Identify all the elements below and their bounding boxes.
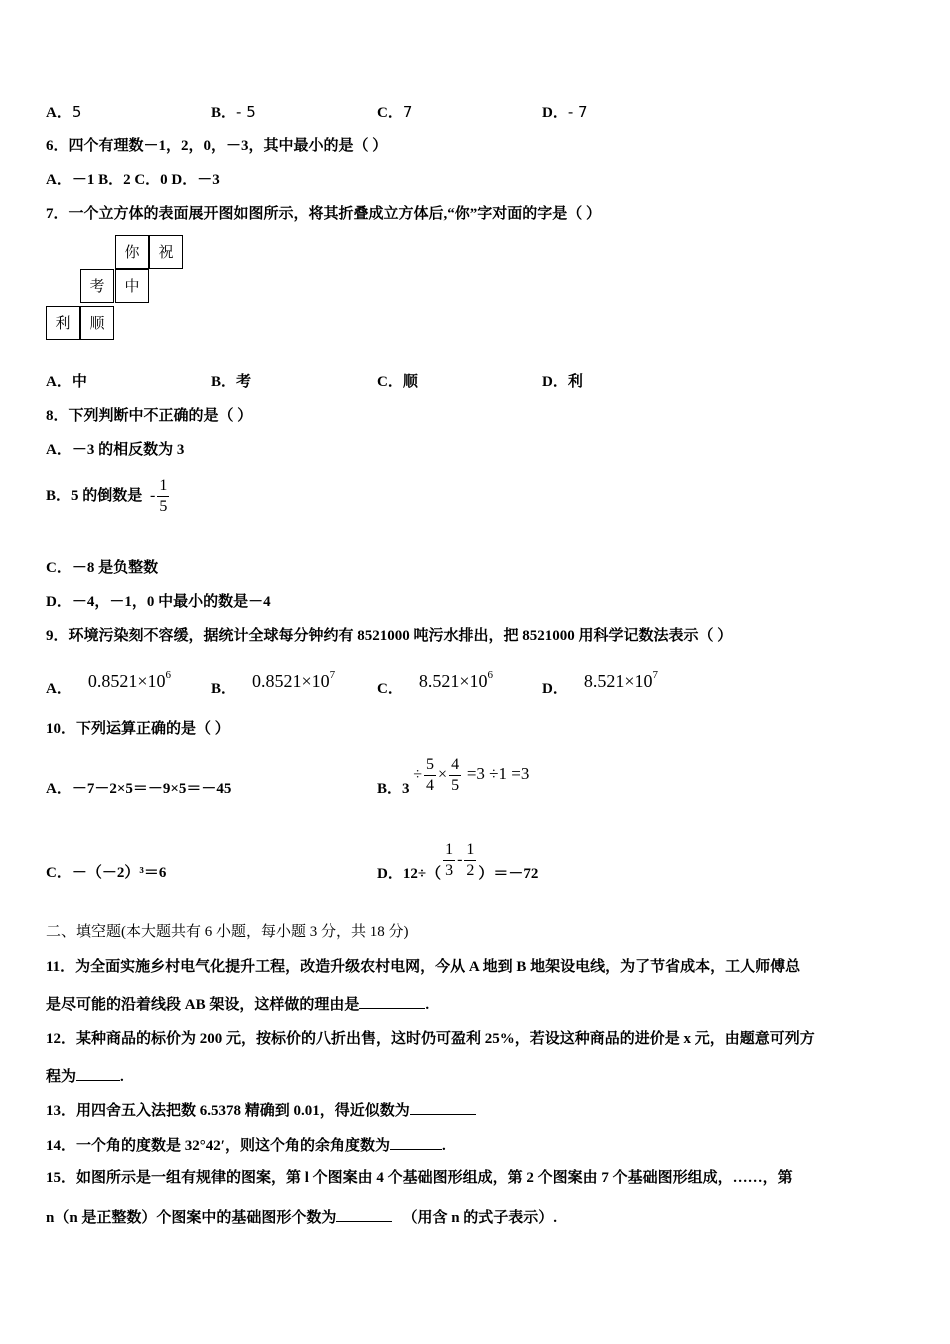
q8-stem: 8．下列判断中不正确的是（ ）: [46, 408, 253, 424]
answer-blank[interactable]: [359, 994, 425, 1009]
q10-option-d: D．12÷（ $\frac{1}{3}$ - $\frac{1}{2}$ ）＝－72: [377, 841, 539, 882]
q8-option-b: B．5 的倒数是 - $\frac{1}{5}$: [46, 477, 168, 516]
q7-option-b: B．考: [211, 374, 252, 390]
q12-line-2: 程为 .: [46, 1066, 124, 1086]
q9-option-d: D． $8.521\times 10^7$: [542, 669, 658, 697]
q8-option-a: A．－3 的相反数为 3: [46, 442, 185, 458]
net-cell-shun: 顺: [80, 306, 114, 340]
q11-line-1: 11．为全面实施乡村电气化提升工程，改造升级农村电网，今从 A 地到 B 地架设电线，为了节省成本，工人师傅总: [46, 959, 801, 975]
q6-stem: 6．四个有理数－1，2，0，－3，其中最小的是（ ）: [46, 138, 388, 154]
q13-line: 13．用四舍五入法把数 6.5378 精确到 0.01，得近似数为: [46, 1100, 476, 1120]
answer-blank[interactable]: [76, 1066, 120, 1081]
q15-line-2: n（n 是正整数）个图案中的基础图形个数为 （用含 n 的式子表示）.: [46, 1207, 557, 1227]
net-cell-li: 利: [46, 306, 80, 340]
answer-blank[interactable]: [390, 1135, 442, 1150]
q7-option-c: C．顺: [377, 374, 418, 390]
q6-options: A．－1 B．2 C．0 D．－3: [46, 172, 220, 188]
net-cell-zhu: 祝: [149, 235, 183, 269]
q9-option-c: C． $8.521\times 10^6$: [377, 669, 493, 697]
q15-line-1: 15．如图所示是一组有规律的图案，第 l 个图案由 4 个基础图形组成，第 2 个图案由 7 个基础图形组成，……，第: [46, 1170, 793, 1186]
q7-option-a: A．中: [46, 374, 87, 390]
q7-option-d: D．利: [542, 374, 583, 390]
fraction-one-fifth: $\frac{1}{5}$: [159, 477, 168, 516]
net-cell-ni: 你: [115, 235, 149, 269]
q5-option-c: C．7: [377, 103, 413, 121]
q14-line: 14．一个角的度数是 32°42′，则这个角的余角度数为 .: [46, 1135, 446, 1155]
net-cell-kao: 考: [80, 269, 114, 303]
q10-stem: 10．下列运算正确的是（ ）: [46, 721, 230, 737]
q11-line-2: 是尽可能的沿着线段 AB 架设，这样做的理由是 .: [46, 994, 429, 1014]
answer-blank[interactable]: [336, 1207, 392, 1222]
q8-option-c: C．－8 是负整数: [46, 560, 159, 576]
q12-line-1: 12．某种商品的标价为 200 元，按标价的八折出售，这时仍可盈利 25%，若设这种商品的进价是 x 元，由题意可列方: [46, 1031, 815, 1047]
section-2-heading: 二、填空题(本大题共有 6 小题，每小题 3 分，共 18 分): [46, 924, 409, 940]
q5-option-a: A．5: [46, 103, 82, 121]
q10-option-c: C．－（－2）³＝6: [46, 865, 167, 881]
q5-option-b: B．- 5: [211, 103, 256, 121]
q5-option-d: D．- 7: [542, 103, 588, 121]
q8-option-d: D．－4，－1，0 中最小的数是－4: [46, 594, 271, 610]
q10-option-a: A．－7－2×5＝－9×5＝－45: [46, 781, 232, 797]
q9-option-b: B． $0.8521\times 10^7$: [211, 669, 336, 697]
answer-blank[interactable]: [410, 1100, 476, 1115]
q9-stem: 9．环境污染刻不容缓，据统计全球每分钟约有 8521000 吨污水排出，把 8521000 用科学记数法表示（ ）: [46, 628, 733, 644]
q7-stem: 7．一个立方体的表面展开图如图所示，将其折叠成立方体后,“你”字对面的字是（ ）: [46, 206, 602, 222]
q9-option-a: A． $0.8521\times 10^6$: [46, 669, 171, 697]
net-cell-zhong: 中: [115, 269, 149, 303]
q10-option-b: B．3 ÷ $\frac{5}{4}$ × $\frac{4}{5}$ =3 ÷1 =3: [377, 756, 530, 797]
